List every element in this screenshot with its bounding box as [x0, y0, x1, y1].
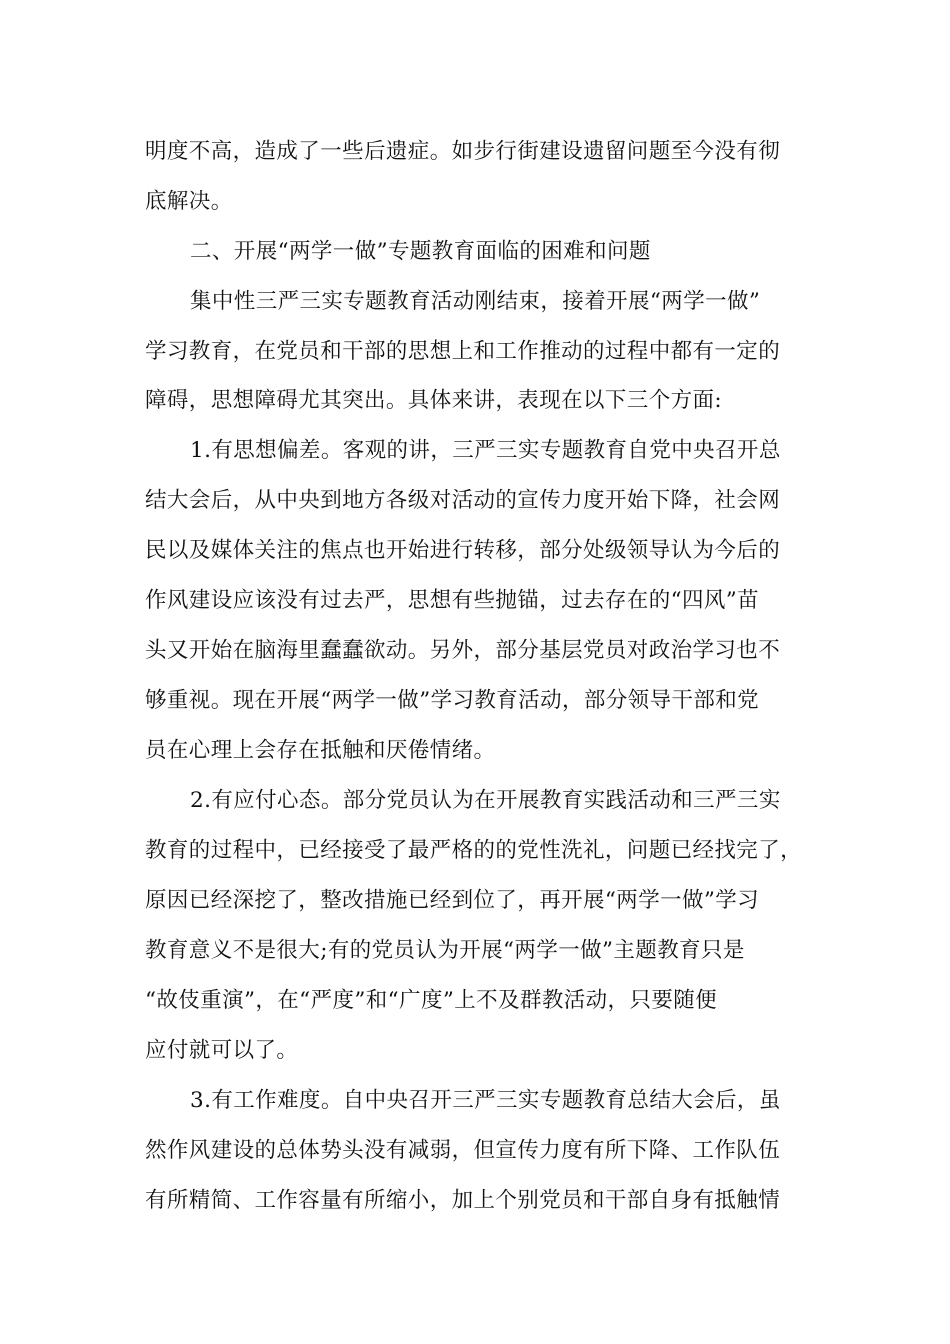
body-text-line: 民以及媒体关注的焦点也开始进行转移，部分处级领导认为今后的 [145, 538, 781, 563]
body-text-line: 够重视。现在开展“两学一做”学习教育活动，部分领导干部和党 [145, 688, 760, 713]
body-text-line: 教育意义不是很大;有的党员认为开展“两学一做”主题教育只是 [145, 938, 745, 963]
body-text-line: 然作风建设的总体势头没有减弱，但宣传力度有所下降、工作队伍 [145, 1138, 781, 1163]
body-text-line: 底解决。 [145, 189, 233, 214]
body-text-line: 集中性三严三实专题教育活动刚结束，接着开展“两学一做” [190, 289, 761, 314]
body-text-line: 原因已经深挖了，整改措施已经到位了，再开展“两学一做”学习 [145, 888, 760, 913]
body-text-line: 2.有应付心态。部分党员认为在开展教育实践活动和三严三实 [190, 788, 781, 813]
body-text-line: 员在心理上会存在抵触和厌倦情绪。 [145, 738, 496, 763]
body-text-line: 学习教育，在党员和干部的思想上和工作推动的过程中都有一定的 [145, 339, 781, 364]
body-text-line: “故伎重演”，在“严度”和“广度”上不及群教活动，只要随便 [145, 988, 718, 1013]
body-text-line: 头又开始在脑海里蠢蠢欲动。另外，部分基层党员对政治学习也不 [145, 638, 781, 663]
body-text-line: 1.有思想偏差。客观的讲，三严三实专题教育自党中央召开总 [190, 438, 781, 463]
body-text-line: 障碍，思想障碍尤其突出。具体来讲，表现在以下三个方面: [145, 388, 723, 413]
body-text-line: 明度不高，造成了一些后遗症。如步行街建设遗留问题至今没有彻 [145, 139, 781, 164]
body-text-line: 作风建设应该没有过去严，思想有些抛锚，过去存在的“四风”苗 [145, 588, 760, 613]
body-text-line: 3.有工作难度。自中央召开三严三实专题教育总结大会后，虽 [190, 1088, 781, 1113]
body-text-line: 有所精简、工作容量有所缩小，加上个别党员和干部自身有抵触情 [145, 1188, 781, 1213]
body-text-line: 应付就可以了。 [145, 1038, 299, 1063]
body-text-line: 结大会后，从中央到地方各级对活动的宣传力度开始下降，社会网 [145, 488, 781, 513]
body-text-line: 教育的过程中，已经接受了最严格的的党性洗礼，问题已经找完了， [145, 838, 803, 863]
section-heading: 二、开展“两学一做”专题教育面临的困难和问题 [190, 239, 651, 264]
